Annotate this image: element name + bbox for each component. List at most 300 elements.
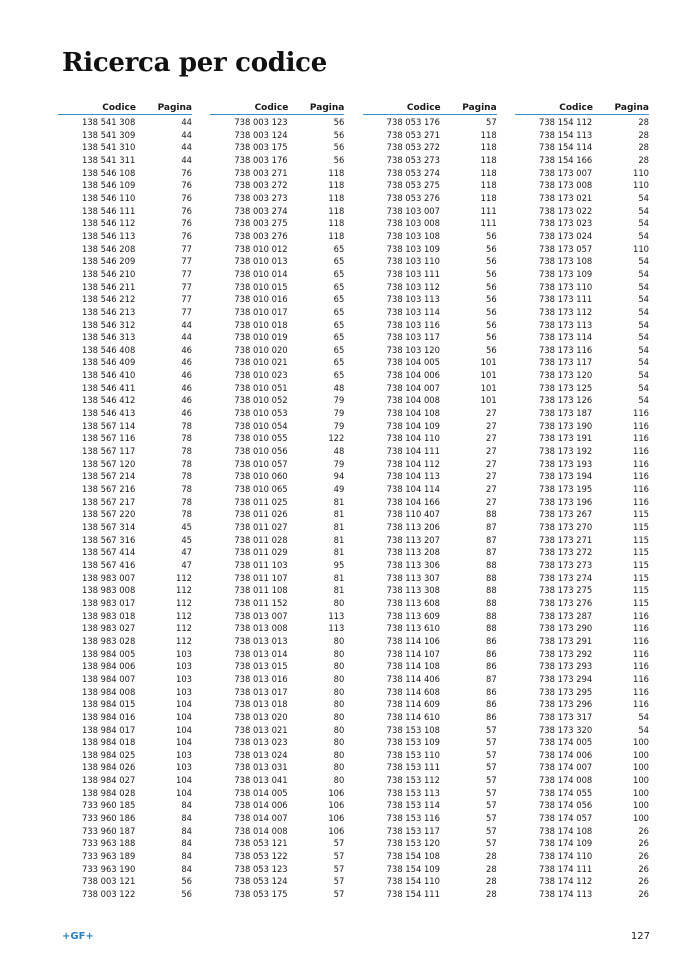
table-row (210, 825, 344, 838)
page-cell: 57 (485, 762, 497, 773)
table-row (210, 673, 344, 686)
code-cell: 738 003 122 (82, 889, 136, 900)
table-row (58, 774, 192, 787)
table-row (363, 167, 497, 180)
page-cell: 86 (485, 661, 497, 672)
code-cell: 738 053 271 (386, 129, 440, 140)
table-row (515, 129, 649, 142)
table-row (363, 825, 497, 838)
page-cell: 27 (485, 471, 497, 482)
code-cell: 738 173 274 (538, 572, 593, 583)
table-row (58, 356, 192, 369)
table-row (58, 192, 192, 205)
code-cell: 738 013 015 (234, 661, 288, 672)
page-cell: 81 (333, 522, 345, 532)
page-cell: 110 (632, 180, 649, 191)
page-cell: 116 (632, 648, 649, 659)
page-cell: 54 (638, 256, 649, 267)
page-cell: 46 (181, 408, 192, 419)
table-row (363, 761, 497, 774)
table-row (515, 774, 649, 787)
page-cell: 80 (333, 699, 345, 710)
table-row (210, 281, 344, 294)
code-cell: 733 960 186 (82, 813, 136, 824)
page-cell: 88 (485, 610, 497, 621)
table-row (363, 584, 497, 597)
page-cell: 47 (181, 547, 192, 558)
page-cell: 118 (328, 230, 345, 241)
column-header-page: Pagina (138, 99, 192, 115)
page-cell: 27 (485, 408, 497, 419)
code-cell: 738 010 019 (234, 332, 288, 343)
code-cell: 738 103 110 (386, 256, 440, 267)
page-cell: 106 (328, 800, 345, 811)
page-title: Ricerca per codice (62, 48, 327, 78)
code-cell: 138 984 025 (82, 749, 136, 760)
code-cell: 738 003 271 (234, 167, 288, 178)
page-cell: 28 (638, 129, 649, 140)
code-cell: 738 010 056 (234, 446, 288, 457)
page-cell: 54 (638, 711, 649, 722)
table-row (363, 344, 497, 357)
code-cell: 138 546 112 (82, 218, 136, 229)
code-cell: 738 173 293 (538, 661, 593, 672)
code-cell: 738 154 111 (386, 889, 440, 900)
code-cell: 738 173 270 (538, 522, 593, 532)
code-cell: 738 003 123 (234, 117, 288, 127)
code-cell: 738 173 192 (538, 446, 593, 457)
code-cell: 738 103 116 (386, 319, 440, 330)
table-row (363, 483, 497, 496)
page-cell: 44 (181, 117, 192, 127)
page-cell: 65 (333, 344, 345, 355)
code-cell: 138 567 220 (82, 509, 136, 520)
table-row (363, 205, 497, 218)
code-cell: 738 003 275 (234, 218, 288, 229)
page-cell: 77 (181, 256, 192, 267)
code-cell: 738 104 111 (386, 446, 440, 457)
code-cell: 138 546 108 (82, 167, 136, 178)
page-cell: 56 (333, 129, 345, 140)
page-cell: 118 (328, 218, 345, 229)
code-cell: 738 173 272 (538, 547, 593, 558)
page-cell: 76 (181, 180, 192, 191)
table-row (363, 673, 497, 686)
page-cell: 54 (638, 395, 649, 406)
table-row (210, 812, 344, 825)
index-column-2 (210, 99, 344, 911)
table-row (210, 331, 344, 344)
table-row (58, 521, 192, 534)
table-row (363, 597, 497, 610)
table-row (58, 799, 192, 812)
table-row (363, 660, 497, 673)
code-cell: 738 003 121 (82, 876, 136, 887)
table-row (210, 787, 344, 800)
table-row (58, 584, 192, 597)
page-number: 127 (630, 931, 650, 942)
table-row (58, 508, 192, 521)
table-row (58, 863, 192, 876)
code-cell: 738 173 273 (538, 559, 593, 570)
code-cell: 738 173 022 (538, 205, 593, 216)
table-row (210, 167, 344, 180)
code-cell: 738 010 053 (234, 408, 288, 419)
table-row (515, 179, 649, 192)
page-cell: 78 (181, 471, 192, 482)
table-row (515, 407, 649, 420)
table-row (210, 584, 344, 597)
index-table (58, 99, 192, 901)
page-cell: 65 (333, 306, 345, 317)
code-cell: 738 174 110 (538, 851, 593, 862)
code-cell: 138 984 008 (82, 686, 136, 697)
table-row (58, 344, 192, 357)
page-cell: 54 (638, 344, 649, 355)
code-cell: 738 011 152 (234, 597, 288, 608)
table-row (363, 888, 497, 901)
page-cell: 118 (328, 180, 345, 191)
page-cell: 57 (333, 876, 345, 887)
table-row (58, 534, 192, 547)
page-cell: 118 (328, 192, 345, 203)
page-cell: 46 (181, 357, 192, 368)
table-row (210, 546, 344, 559)
table-row (58, 268, 192, 281)
page-cell: 101 (480, 370, 497, 381)
table-row (515, 559, 649, 572)
code-cell: 138 567 414 (82, 547, 136, 558)
code-cell: 738 173 007 (538, 167, 593, 178)
code-cell: 738 113 206 (386, 522, 440, 532)
table-row (363, 230, 497, 243)
table-row (58, 559, 192, 572)
table-row (363, 635, 497, 648)
code-cell: 738 011 107 (234, 572, 288, 583)
code-cell: 738 113 610 (386, 623, 440, 634)
table-row (515, 686, 649, 699)
table-row (210, 445, 344, 458)
page-cell: 76 (181, 167, 192, 178)
code-cell: 738 154 108 (386, 851, 440, 862)
table-row (515, 141, 649, 154)
table-row (58, 622, 192, 635)
code-cell: 738 154 109 (386, 863, 440, 874)
table-row (58, 736, 192, 749)
table-row (210, 749, 344, 762)
table-row (363, 622, 497, 635)
page-cell: 95 (333, 559, 345, 570)
table-row (58, 761, 192, 774)
code-cell: 738 103 117 (386, 332, 440, 343)
code-cell: 738 104 005 (386, 357, 440, 368)
code-cell: 738 154 112 (538, 117, 593, 127)
page-cell: 65 (333, 256, 345, 267)
table-row (363, 154, 497, 167)
table-row (363, 610, 497, 623)
table-row (58, 888, 192, 901)
table-row (515, 875, 649, 888)
index-column-1 (58, 99, 192, 911)
table-row (515, 749, 649, 762)
page-cell: 57 (485, 825, 497, 836)
table-row (58, 458, 192, 471)
code-cell: 738 153 108 (386, 724, 440, 735)
code-cell: 138 984 015 (82, 699, 136, 710)
code-cell: 738 003 176 (234, 154, 288, 165)
code-cell: 738 173 008 (538, 180, 593, 191)
table-row (363, 319, 497, 332)
code-cell: 738 173 117 (538, 357, 593, 368)
page-cell: 104 (176, 787, 192, 798)
code-cell: 738 173 290 (538, 623, 593, 634)
page-cell: 56 (485, 256, 497, 267)
page-cell: 113 (328, 610, 345, 621)
table-row (58, 610, 192, 623)
code-cell: 738 003 274 (234, 205, 288, 216)
code-cell: 738 173 109 (538, 268, 593, 279)
page-cell: 56 (181, 876, 192, 887)
table-row (363, 217, 497, 230)
page-cell: 94 (333, 471, 345, 482)
table-row (515, 660, 649, 673)
code-cell: 733 963 188 (82, 838, 136, 849)
code-cell: 738 173 287 (538, 610, 593, 621)
page-cell: 87 (485, 534, 497, 545)
page-cell: 81 (333, 496, 345, 507)
code-cell: 138 983 027 (82, 623, 136, 634)
code-cell: 738 010 017 (234, 306, 288, 317)
page-cell: 57 (333, 889, 345, 900)
code-cell: 738 010 055 (234, 433, 288, 444)
table-row (363, 749, 497, 762)
page-cell: 77 (181, 268, 192, 279)
table-row (58, 635, 192, 648)
page-cell: 112 (176, 610, 192, 621)
code-cell: 733 963 189 (82, 851, 136, 862)
table-row (363, 382, 497, 395)
table-row (515, 610, 649, 623)
code-cell: 738 173 114 (538, 332, 593, 343)
code-cell: 738 154 113 (538, 129, 593, 140)
code-cell: 738 153 116 (386, 813, 440, 824)
page-cell: 106 (328, 787, 345, 798)
table-row (363, 407, 497, 420)
table-row (58, 432, 192, 445)
table-row (515, 268, 649, 281)
code-cell: 138 541 309 (82, 129, 136, 140)
page-cell: 116 (632, 408, 649, 419)
code-cell: 138 546 208 (82, 243, 136, 254)
page-cell: 106 (328, 813, 345, 824)
code-cell: 738 174 112 (538, 876, 593, 887)
page-cell: 81 (333, 534, 345, 545)
page-cell: 46 (181, 370, 192, 381)
code-cell: 138 541 311 (82, 154, 136, 165)
code-cell: 738 104 166 (386, 496, 440, 507)
page-cell: 87 (485, 673, 497, 684)
table-row (363, 837, 497, 850)
table-row (58, 230, 192, 243)
page-cell: 100 (632, 737, 649, 748)
page-cell: 112 (176, 597, 192, 608)
code-cell: 738 173 276 (538, 597, 593, 608)
page-cell: 80 (333, 775, 345, 786)
page-cell: 65 (333, 370, 345, 381)
code-cell: 138 984 026 (82, 762, 136, 773)
page-cell: 77 (181, 294, 192, 305)
code-cell: 138 984 006 (82, 661, 136, 672)
table-row (210, 850, 344, 863)
page-cell: 110 (632, 243, 649, 254)
code-cell: 138 567 116 (82, 433, 136, 444)
page-cell: 56 (181, 889, 192, 900)
code-cell: 738 173 023 (538, 218, 593, 229)
code-cell: 738 053 275 (386, 180, 440, 191)
page-cell: 116 (632, 623, 649, 634)
page-cell: 27 (485, 420, 497, 431)
table-row (210, 496, 344, 509)
page-cell: 87 (485, 522, 497, 532)
page-cell: 65 (333, 243, 345, 254)
code-cell: 738 013 014 (234, 648, 288, 659)
page-cell: 80 (333, 648, 345, 659)
code-cell: 738 173 190 (538, 420, 593, 431)
code-cell: 738 174 055 (538, 787, 593, 798)
code-cell: 738 103 113 (386, 294, 440, 305)
table-row (515, 787, 649, 800)
page-cell: 54 (638, 370, 649, 381)
page-cell: 86 (485, 686, 497, 697)
code-cell: 138 984 028 (82, 787, 136, 798)
page-cell: 80 (333, 597, 345, 608)
index-table (363, 99, 497, 901)
page-cell: 26 (638, 889, 649, 900)
table-row (363, 724, 497, 737)
table-row (363, 243, 497, 256)
code-cell: 138 983 007 (82, 572, 136, 583)
page-cell: 57 (485, 737, 497, 748)
code-cell: 738 174 109 (538, 838, 593, 849)
page-cell: 76 (181, 192, 192, 203)
code-cell: 738 104 114 (386, 484, 440, 495)
code-cell: 138 546 109 (82, 180, 136, 191)
table-row (515, 306, 649, 319)
table-row (515, 496, 649, 509)
page-cell: 54 (638, 281, 649, 292)
column-header-page: Pagina (290, 99, 344, 115)
code-cell: 738 014 006 (234, 800, 288, 811)
page-cell: 80 (333, 762, 345, 773)
code-cell: 738 010 018 (234, 319, 288, 330)
code-cell: 738 174 111 (538, 863, 593, 874)
table-row (363, 458, 497, 471)
code-cell: 738 010 054 (234, 420, 288, 431)
table-row (210, 179, 344, 192)
page-cell: 78 (181, 420, 192, 431)
column-header-page: Pagina (443, 99, 497, 115)
table-row (515, 724, 649, 737)
page-cell: 116 (632, 446, 649, 457)
page-cell: 79 (333, 395, 345, 406)
table-row (210, 205, 344, 218)
table-row (515, 432, 649, 445)
code-cell: 738 010 012 (234, 243, 288, 254)
page-cell: 79 (333, 458, 345, 469)
table-row (210, 875, 344, 888)
code-cell: 138 546 210 (82, 268, 136, 279)
table-row (58, 420, 192, 433)
code-cell: 738 173 275 (538, 585, 593, 596)
code-cell: 138 567 216 (82, 484, 136, 495)
code-cell: 738 013 041 (234, 775, 288, 786)
column-header-code: Codice (210, 99, 290, 115)
table-row (515, 331, 649, 344)
code-cell: 738 103 114 (386, 306, 440, 317)
table-row (58, 496, 192, 509)
page-cell: 86 (485, 648, 497, 659)
page-cell: 115 (632, 572, 649, 583)
page-cell: 79 (333, 408, 345, 419)
page-cell: 44 (181, 142, 192, 153)
table-row (363, 686, 497, 699)
code-cell: 738 104 109 (386, 420, 440, 431)
table-row (210, 192, 344, 205)
column-header-code: Codice (58, 99, 138, 115)
page-cell: 101 (480, 382, 497, 393)
page-cell: 118 (480, 192, 497, 203)
table-row (210, 369, 344, 382)
table-row (210, 837, 344, 850)
table-row (210, 470, 344, 483)
table-row (58, 154, 192, 167)
code-cell: 738 014 005 (234, 787, 288, 798)
page-cell: 56 (485, 306, 497, 317)
page-cell: 78 (181, 458, 192, 469)
code-cell: 738 010 052 (234, 395, 288, 406)
table-row (58, 875, 192, 888)
table-row (58, 382, 192, 395)
code-cell: 738 010 021 (234, 357, 288, 368)
code-cell: 738 053 272 (386, 142, 440, 153)
page-cell: 81 (333, 509, 345, 520)
page-cell: 54 (638, 382, 649, 393)
table-row (515, 761, 649, 774)
page-cell: 56 (485, 344, 497, 355)
table-row (58, 394, 192, 407)
page-cell: 84 (181, 825, 192, 836)
code-cell: 738 113 609 (386, 610, 440, 621)
page-cell: 44 (181, 129, 192, 140)
page-cell: 116 (632, 496, 649, 507)
page-cell: 27 (485, 446, 497, 457)
code-cell: 138 983 018 (82, 610, 136, 621)
code-cell: 138 983 028 (82, 635, 136, 646)
code-cell: 738 173 195 (538, 484, 593, 495)
page-cell: 57 (485, 800, 497, 811)
page-cell: 86 (485, 699, 497, 710)
page-cell: 56 (485, 243, 497, 254)
page-cell: 65 (333, 319, 345, 330)
code-cell: 738 173 271 (538, 534, 593, 545)
table-row (515, 167, 649, 180)
code-cell: 738 053 124 (234, 876, 288, 887)
code-cell: 738 153 109 (386, 737, 440, 748)
code-cell: 138 546 409 (82, 357, 136, 368)
page-cell: 27 (485, 496, 497, 507)
code-cell: 738 053 122 (234, 851, 288, 862)
page-cell: 115 (632, 585, 649, 596)
